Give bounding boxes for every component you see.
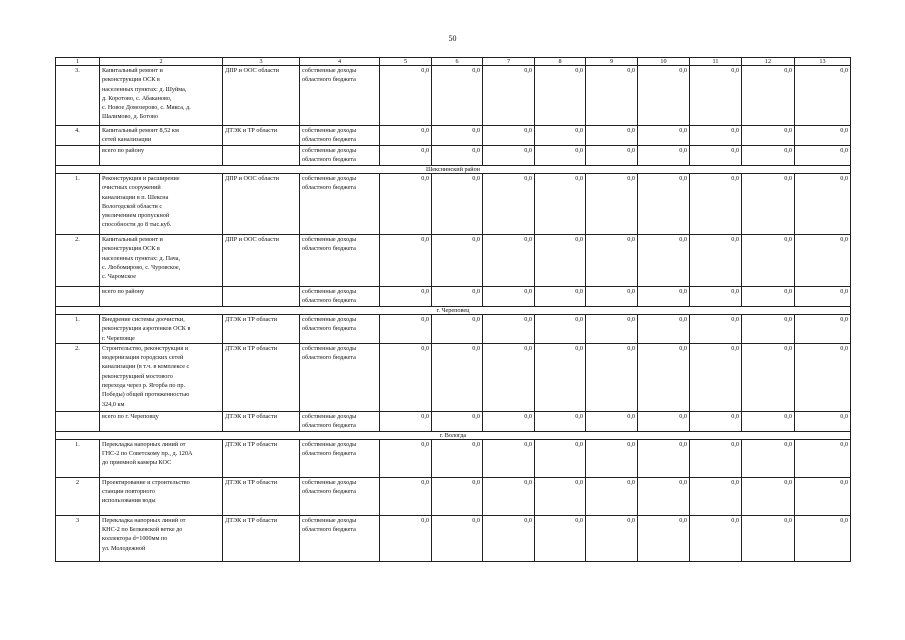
value-cell: 0,0 bbox=[586, 477, 638, 515]
funding-source: собственные доходы областного бюджета bbox=[300, 174, 380, 235]
budget-table bbox=[55, 57, 851, 562]
executor: ДТЭК и ТР области bbox=[223, 315, 300, 344]
value-cell: 0,0 bbox=[535, 477, 586, 515]
value-cell: 0,0 bbox=[638, 126, 690, 146]
value-cell: 0,0 bbox=[380, 126, 432, 146]
value-cell: 0,0 bbox=[690, 439, 742, 477]
value-cell: 0,0 bbox=[535, 235, 586, 287]
value-cell: 0,0 bbox=[432, 315, 483, 344]
value-cell: 0,0 bbox=[795, 174, 851, 235]
funding-source: собственные доходы областного бюджета bbox=[300, 235, 380, 287]
value-cell: 0,0 bbox=[535, 343, 586, 411]
value-cell: 0,0 bbox=[638, 315, 690, 344]
measure-name: Строительство, реконструкция и модернизация городских сетей канализации (в т.ч. в комплексе с реконструкцией мостового перехода через р. Ягорба по пр. Победы) общей протяженностью 324,0 км bbox=[100, 343, 223, 411]
value-cell: 0,0 bbox=[638, 66, 690, 126]
value-cell: 0,0 bbox=[483, 235, 535, 287]
measure-name: Капитальный ремонт и реконструкция ОСК в населенных пунктах: д. Шуйма, д. Коротово, с. Абаканово, с. Новое Домозерово, с. Мякса, д. Шалимово, д. Ботово bbox=[100, 66, 223, 126]
executor: ДТЭК и ТР области bbox=[223, 439, 300, 477]
value-cell: 0,0 bbox=[432, 235, 483, 287]
value-cell: 0,0 bbox=[535, 126, 586, 146]
header-cell: 7 bbox=[483, 58, 535, 66]
value-cell: 0,0 bbox=[432, 515, 483, 561]
funding-source: собственные доходы областного бюджета bbox=[300, 343, 380, 411]
value-cell: 0,0 bbox=[483, 66, 535, 126]
value-cell: 0,0 bbox=[432, 146, 483, 166]
value-cell: 0,0 bbox=[483, 343, 535, 411]
row-number: 3 bbox=[56, 515, 100, 561]
value-cell: 0,0 bbox=[535, 146, 586, 166]
value-cell: 0,0 bbox=[483, 315, 535, 344]
value-cell: 0,0 bbox=[535, 315, 586, 344]
executor: ДТЭК и ТР области bbox=[223, 411, 300, 431]
value-cell: 0,0 bbox=[742, 439, 795, 477]
value-cell: 0,0 bbox=[380, 477, 432, 515]
value-cell: 0,0 bbox=[380, 411, 432, 431]
value-cell: 0,0 bbox=[535, 515, 586, 561]
header-cell: 3 bbox=[223, 58, 300, 66]
measure-name: Капитальный ремонт и реконструкция ОСК в населенных пунктах: д. Пача, с. Любомирово, с. Чуровское, с. Чаромское bbox=[100, 235, 223, 287]
funding-source: собственные доходы областного бюджета bbox=[300, 515, 380, 561]
value-cell: 0,0 bbox=[432, 343, 483, 411]
value-cell: 0,0 bbox=[690, 315, 742, 344]
value-cell: 0,0 bbox=[690, 287, 742, 307]
value-cell: 0,0 bbox=[483, 411, 535, 431]
value-cell: 0,0 bbox=[795, 515, 851, 561]
row-number: 4. bbox=[56, 126, 100, 146]
row-number bbox=[56, 411, 100, 431]
header-cell: 2 bbox=[100, 58, 223, 66]
header-cell: 9 bbox=[586, 58, 638, 66]
row-number: 1. bbox=[56, 315, 100, 344]
value-cell: 0,0 bbox=[795, 287, 851, 307]
section-row bbox=[56, 307, 851, 315]
page-number: 50 bbox=[448, 34, 457, 43]
value-cell: 0,0 bbox=[380, 66, 432, 126]
value-cell: 0,0 bbox=[742, 66, 795, 126]
executor: ДТЭК и ТР области bbox=[223, 126, 300, 146]
header-cell: 1 bbox=[56, 58, 100, 66]
table-row bbox=[56, 235, 851, 287]
value-cell: 0,0 bbox=[690, 66, 742, 126]
value-cell: 0,0 bbox=[483, 287, 535, 307]
value-cell: 0,0 bbox=[638, 411, 690, 431]
value-cell: 0,0 bbox=[690, 477, 742, 515]
value-cell: 0,0 bbox=[638, 146, 690, 166]
value-cell: 0,0 bbox=[795, 126, 851, 146]
value-cell: 0,0 bbox=[638, 477, 690, 515]
value-cell: 0,0 bbox=[795, 315, 851, 344]
value-cell: 0,0 bbox=[432, 66, 483, 126]
value-cell: 0,0 bbox=[742, 146, 795, 166]
value-cell: 0,0 bbox=[380, 174, 432, 235]
section-row bbox=[56, 431, 851, 439]
value-cell: 0,0 bbox=[742, 343, 795, 411]
value-cell: 0,0 bbox=[742, 235, 795, 287]
funding-source: собственные доходы областного бюджета bbox=[300, 411, 380, 431]
header-cell: 5 bbox=[380, 58, 432, 66]
value-cell: 0,0 bbox=[690, 126, 742, 146]
value-cell: 0,0 bbox=[483, 477, 535, 515]
measure-name: всего по г. Череповцу bbox=[100, 411, 223, 431]
value-cell: 0,0 bbox=[690, 515, 742, 561]
table-row bbox=[56, 343, 851, 411]
header-cell: 4 bbox=[300, 58, 380, 66]
value-cell: 0,0 bbox=[586, 126, 638, 146]
value-cell: 0,0 bbox=[586, 146, 638, 166]
value-cell: 0,0 bbox=[483, 126, 535, 146]
value-cell: 0,0 bbox=[690, 146, 742, 166]
table-row bbox=[56, 477, 851, 515]
executor bbox=[223, 287, 300, 307]
value-cell: 0,0 bbox=[742, 477, 795, 515]
measure-name: всего по району bbox=[100, 146, 223, 166]
value-cell: 0,0 bbox=[638, 439, 690, 477]
table-row bbox=[56, 66, 851, 126]
table-row bbox=[56, 315, 851, 344]
section-title: г. Череповец bbox=[56, 307, 851, 315]
value-cell: 0,0 bbox=[535, 439, 586, 477]
value-cell: 0,0 bbox=[742, 126, 795, 146]
measure-name: всего по району bbox=[100, 287, 223, 307]
value-cell: 0,0 bbox=[380, 343, 432, 411]
value-cell: 0,0 bbox=[586, 287, 638, 307]
section-title: Шекснинский район bbox=[56, 166, 851, 174]
table-row bbox=[56, 287, 851, 307]
value-cell: 0,0 bbox=[795, 343, 851, 411]
value-cell: 0,0 bbox=[586, 439, 638, 477]
row-number: 1. bbox=[56, 439, 100, 477]
executor: ДТЭК и ТР области bbox=[223, 343, 300, 411]
value-cell: 0,0 bbox=[483, 439, 535, 477]
table-row bbox=[56, 146, 851, 166]
row-number: 2. bbox=[56, 343, 100, 411]
measure-name: Реконструкция и расширение очистных сооружений канализации в п. Шексна Вологодской области с увеличением пропускной способности до 8 тыс.куб. bbox=[100, 174, 223, 235]
value-cell: 0,0 bbox=[586, 515, 638, 561]
header-cell: 6 bbox=[432, 58, 483, 66]
row-number: 3. bbox=[56, 66, 100, 126]
executor: ДПР и ООС области bbox=[223, 235, 300, 287]
header-cell: 8 bbox=[535, 58, 586, 66]
value-cell: 0,0 bbox=[432, 287, 483, 307]
value-cell: 0,0 bbox=[638, 343, 690, 411]
value-cell: 0,0 bbox=[432, 174, 483, 235]
value-cell: 0,0 bbox=[586, 343, 638, 411]
value-cell: 0,0 bbox=[380, 515, 432, 561]
value-cell: 0,0 bbox=[638, 515, 690, 561]
table-row bbox=[56, 126, 851, 146]
value-cell: 0,0 bbox=[380, 235, 432, 287]
section-row bbox=[56, 166, 851, 174]
section-title: г. Вологда bbox=[56, 431, 851, 439]
funding-source: собственные доходы областного бюджета bbox=[300, 315, 380, 344]
value-cell: 0,0 bbox=[742, 315, 795, 344]
value-cell: 0,0 bbox=[638, 287, 690, 307]
funding-source: собственные доходы областного бюджета bbox=[300, 126, 380, 146]
header-cell: 11 bbox=[690, 58, 742, 66]
value-cell: 0,0 bbox=[380, 315, 432, 344]
value-cell: 0,0 bbox=[535, 174, 586, 235]
value-cell: 0,0 bbox=[795, 235, 851, 287]
header-cell: 12 bbox=[742, 58, 795, 66]
executor: ДПР и ООС области bbox=[223, 174, 300, 235]
value-cell: 0,0 bbox=[795, 411, 851, 431]
value-cell: 0,0 bbox=[535, 411, 586, 431]
value-cell: 0,0 bbox=[742, 174, 795, 235]
value-cell: 0,0 bbox=[380, 146, 432, 166]
header-row bbox=[56, 58, 851, 66]
value-cell: 0,0 bbox=[690, 343, 742, 411]
value-cell: 0,0 bbox=[795, 439, 851, 477]
row-number: 1. bbox=[56, 174, 100, 235]
row-number bbox=[56, 146, 100, 166]
executor: ДТЭК и ТР области bbox=[223, 477, 300, 515]
measure-name: Внедрение системы доочистки, реконструкция аэротенков ОСК в г. Череповце bbox=[100, 315, 223, 344]
value-cell: 0,0 bbox=[690, 411, 742, 431]
value-cell: 0,0 bbox=[742, 411, 795, 431]
value-cell: 0,0 bbox=[795, 146, 851, 166]
value-cell: 0,0 bbox=[380, 287, 432, 307]
value-cell: 0,0 bbox=[432, 411, 483, 431]
value-cell: 0,0 bbox=[742, 515, 795, 561]
funding-source: собственные доходы областного бюджета bbox=[300, 287, 380, 307]
row-number: 2. bbox=[56, 235, 100, 287]
value-cell: 0,0 bbox=[742, 287, 795, 307]
table-row bbox=[56, 174, 851, 235]
measure-name: Капитальный ремонт 8,52 км сетей канализации bbox=[100, 126, 223, 146]
table-row bbox=[56, 411, 851, 431]
value-cell: 0,0 bbox=[535, 66, 586, 126]
value-cell: 0,0 bbox=[432, 439, 483, 477]
executor bbox=[223, 146, 300, 166]
funding-source: собственные доходы областного бюджета bbox=[300, 439, 380, 477]
value-cell: 0,0 bbox=[483, 174, 535, 235]
row-number bbox=[56, 287, 100, 307]
executor: ДТЭК и ТР области bbox=[223, 515, 300, 561]
value-cell: 0,0 bbox=[483, 146, 535, 166]
value-cell: 0,0 bbox=[690, 174, 742, 235]
table-row bbox=[56, 439, 851, 477]
measure-name: Перекладка напорных линий от КНС-2 по Белкевской ветке до коллектора d=1000мм по ул. Молодежной bbox=[100, 515, 223, 561]
table-row bbox=[56, 515, 851, 561]
measure-name: Проектирование и строительство станции повторного использования воды bbox=[100, 477, 223, 515]
header-cell: 13 bbox=[795, 58, 851, 66]
funding-source: собственные доходы областного бюджета bbox=[300, 146, 380, 166]
value-cell: 0,0 bbox=[586, 174, 638, 235]
value-cell: 0,0 bbox=[432, 126, 483, 146]
value-cell: 0,0 bbox=[535, 287, 586, 307]
funding-source: собственные доходы областного бюджета bbox=[300, 477, 380, 515]
value-cell: 0,0 bbox=[586, 66, 638, 126]
value-cell: 0,0 bbox=[586, 411, 638, 431]
value-cell: 0,0 bbox=[638, 235, 690, 287]
value-cell: 0,0 bbox=[380, 439, 432, 477]
value-cell: 0,0 bbox=[795, 66, 851, 126]
value-cell: 0,0 bbox=[586, 315, 638, 344]
value-cell: 0,0 bbox=[586, 235, 638, 287]
value-cell: 0,0 bbox=[690, 235, 742, 287]
funding-source: собственные доходы областного бюджета bbox=[300, 66, 380, 126]
measure-name: Перекладка напорных линий от ГНС-2 по Советскому пр., д. 120А до приемной камеры КОС bbox=[100, 439, 223, 477]
value-cell: 0,0 bbox=[483, 515, 535, 561]
value-cell: 0,0 bbox=[432, 477, 483, 515]
row-number: 2 bbox=[56, 477, 100, 515]
executor: ДПР и ООС области bbox=[223, 66, 300, 126]
value-cell: 0,0 bbox=[638, 174, 690, 235]
value-cell: 0,0 bbox=[795, 477, 851, 515]
header-cell: 10 bbox=[638, 58, 690, 66]
